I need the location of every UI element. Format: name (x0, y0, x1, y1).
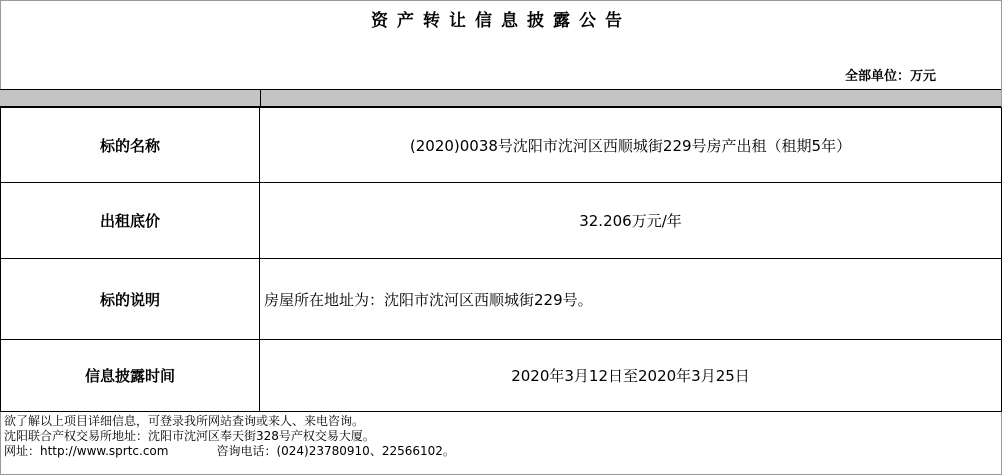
footer-website-link[interactable]: 网址：http://www.sprtc.com (4, 444, 169, 458)
table-row (1, 259, 1002, 340)
table-row (1, 183, 1002, 259)
footer-phone: 咨询电话：(024)23780910、22566102。 (216, 444, 455, 458)
footer-line-contact (4, 444, 455, 459)
header-divider (260, 90, 261, 106)
footer-line-inquiry: 欲了解以上项目详细信息，可登录我所网站查询或来人、来电咨询。 (4, 414, 365, 428)
footer-line-address: 沈阳联合产权交易所地址：沈阳市沈河区奉天街328号产权交易大厦。 (4, 429, 375, 443)
info-table (0, 107, 1002, 412)
row-value-subject-name: (2020)0038号沈阳市沈河区西顺城街229号房产出租（租期5年） (260, 108, 1002, 183)
row-value-description: 房屋所在地址为：沈阳市沈河区西顺城街229号。 (260, 259, 1002, 340)
row-label-description: 标的说明 (1, 259, 260, 340)
row-label-disclosure-period: 信息披露时间 (1, 340, 260, 412)
page-title: 资产转让信息披露公告 (371, 11, 631, 31)
footer-notes (4, 414, 455, 459)
table-header-bar (0, 89, 1001, 107)
table-row (1, 108, 1002, 183)
table-row (1, 340, 1002, 412)
unit-label: 全部单位：万元 (844, 69, 936, 84)
row-value-base-price: 32.206万元/年 (260, 183, 1002, 259)
row-label-subject-name: 标的名称 (1, 108, 260, 183)
row-label-base-price: 出租底价 (1, 183, 260, 259)
row-value-disclosure-period: 2020年3月12日至2020年3月25日 (260, 340, 1002, 412)
